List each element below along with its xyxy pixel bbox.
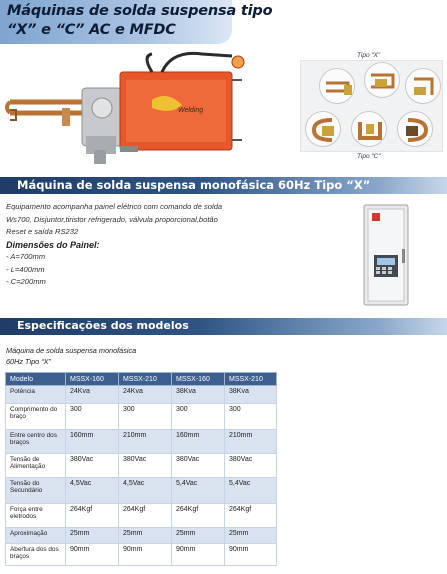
- table-cell: 25mm: [66, 528, 119, 544]
- table-row: [6, 430, 277, 454]
- specs-table: [5, 372, 277, 566]
- table-cell: 210mm: [225, 430, 277, 454]
- table-header-row: [6, 373, 277, 386]
- table-cell: 300: [119, 404, 172, 430]
- table-cell: 380Vac: [66, 454, 119, 478]
- table-cell: 264Kgf: [225, 504, 277, 528]
- row-label: Tensão de Alimentação: [6, 454, 66, 478]
- gun-c-image-3: [397, 111, 433, 147]
- table-cell: 300: [66, 404, 119, 430]
- gun-x-image-2: [364, 62, 400, 98]
- dimensions-title: Dimensões do Painel:: [6, 239, 100, 250]
- gun-c-image-1: [305, 111, 341, 147]
- table-cell: 90mm: [119, 544, 172, 566]
- column-header: MSSX-160: [66, 373, 119, 386]
- row-label: Entre centro dos braços: [6, 430, 66, 454]
- specs-subtitle-line1: Máquina de solda suspensa monofásica: [6, 346, 137, 355]
- table-cell: 4,5Vac: [66, 478, 119, 504]
- table-cell: 24Kva: [119, 386, 172, 404]
- table-cell: 4,5Vac: [119, 478, 172, 504]
- dimension-item: - A=700mm: [6, 252, 46, 261]
- table-row: [6, 454, 277, 478]
- table-cell: 5,4Vac: [225, 478, 277, 504]
- table-cell: 264Kgf: [66, 504, 119, 528]
- table-row: [6, 544, 277, 566]
- row-label: Tensão do Secundário: [6, 478, 66, 504]
- table-row: [6, 478, 277, 504]
- gun-x-image-1: [319, 68, 355, 104]
- table-cell: 300: [172, 404, 225, 430]
- table-cell: 210mm: [119, 430, 172, 454]
- control-panel-image: [362, 203, 410, 307]
- row-label: Abertura dos dos braços: [6, 544, 66, 566]
- column-header: MSSX-210: [119, 373, 172, 386]
- table-cell: 380Vac: [225, 454, 277, 478]
- table-cell: 5,4Vac: [172, 478, 225, 504]
- gun-c-image-2: [351, 111, 387, 147]
- table-cell: 25mm: [119, 528, 172, 544]
- tipo-x-label: Tipo “X”: [357, 52, 381, 59]
- row-label: Potência: [6, 386, 66, 404]
- row-label: Aproximação: [6, 528, 66, 544]
- svg-text:Welding: Welding: [178, 107, 204, 114]
- description-line: Equipamento acompanha painel elétrico com comando de solda: [6, 202, 223, 211]
- description-line: Ws700, Disjuntor,tiristor refrigerado, válvula proporcional,botão: [6, 214, 218, 224]
- table-cell: 300: [225, 404, 277, 430]
- gun-x-image-3: [405, 68, 441, 104]
- dimension-item: - L=400mm: [6, 264, 45, 274]
- table-cell: 90mm: [66, 544, 119, 566]
- table-row: [6, 528, 277, 544]
- table-cell: 380Vac: [172, 454, 225, 478]
- table-cell: 90mm: [172, 544, 225, 566]
- page-title-line2: “X” e “C” AC e MFDC: [7, 22, 176, 38]
- table-cell: 264Kgf: [172, 504, 225, 528]
- table-cell: 160mm: [66, 430, 119, 454]
- column-header: Modelo: [6, 373, 66, 386]
- table-cell: 160mm: [172, 430, 225, 454]
- specs-subtitle-line2: 60Hz Tipo “X”: [6, 357, 51, 366]
- table-row: [6, 386, 277, 404]
- description-block: [6, 201, 306, 289]
- row-label: Comprimento do braço: [6, 404, 66, 430]
- table-cell: 38Kva: [172, 386, 225, 404]
- page-title-line1: Máquinas de solda suspensa tipo: [7, 3, 273, 19]
- table-cell: 90mm: [225, 544, 277, 566]
- table-cell: 264Kgf: [119, 504, 172, 528]
- column-header: MSSX-160: [172, 373, 225, 386]
- description-line: Reset e saída RS232: [6, 227, 79, 236]
- specs-heading: Especificações dos modelos: [17, 319, 189, 332]
- table-row: [6, 504, 277, 528]
- table-cell: 38Kva: [225, 386, 277, 404]
- table-cell: 25mm: [225, 528, 277, 544]
- column-header: MSSX-210: [225, 373, 277, 386]
- table-cell: 25mm: [172, 528, 225, 544]
- specs-subtitle: [6, 345, 136, 367]
- table-row: [6, 404, 277, 430]
- section-heading: Máquina de solda suspensa monofásica 60Hz Tipo “X”: [17, 178, 371, 192]
- table-cell: 24Kva: [66, 386, 119, 404]
- specs-heading-bar: [0, 318, 447, 335]
- welding-machine-image: [2, 50, 260, 170]
- row-label: Força entre eletrodos: [6, 504, 66, 528]
- dimension-item: - C=200mm: [6, 277, 46, 286]
- section-heading-bar: [0, 177, 447, 194]
- table-cell: 380Vac: [119, 454, 172, 478]
- tipo-c-label: Tipo “C”: [357, 153, 381, 160]
